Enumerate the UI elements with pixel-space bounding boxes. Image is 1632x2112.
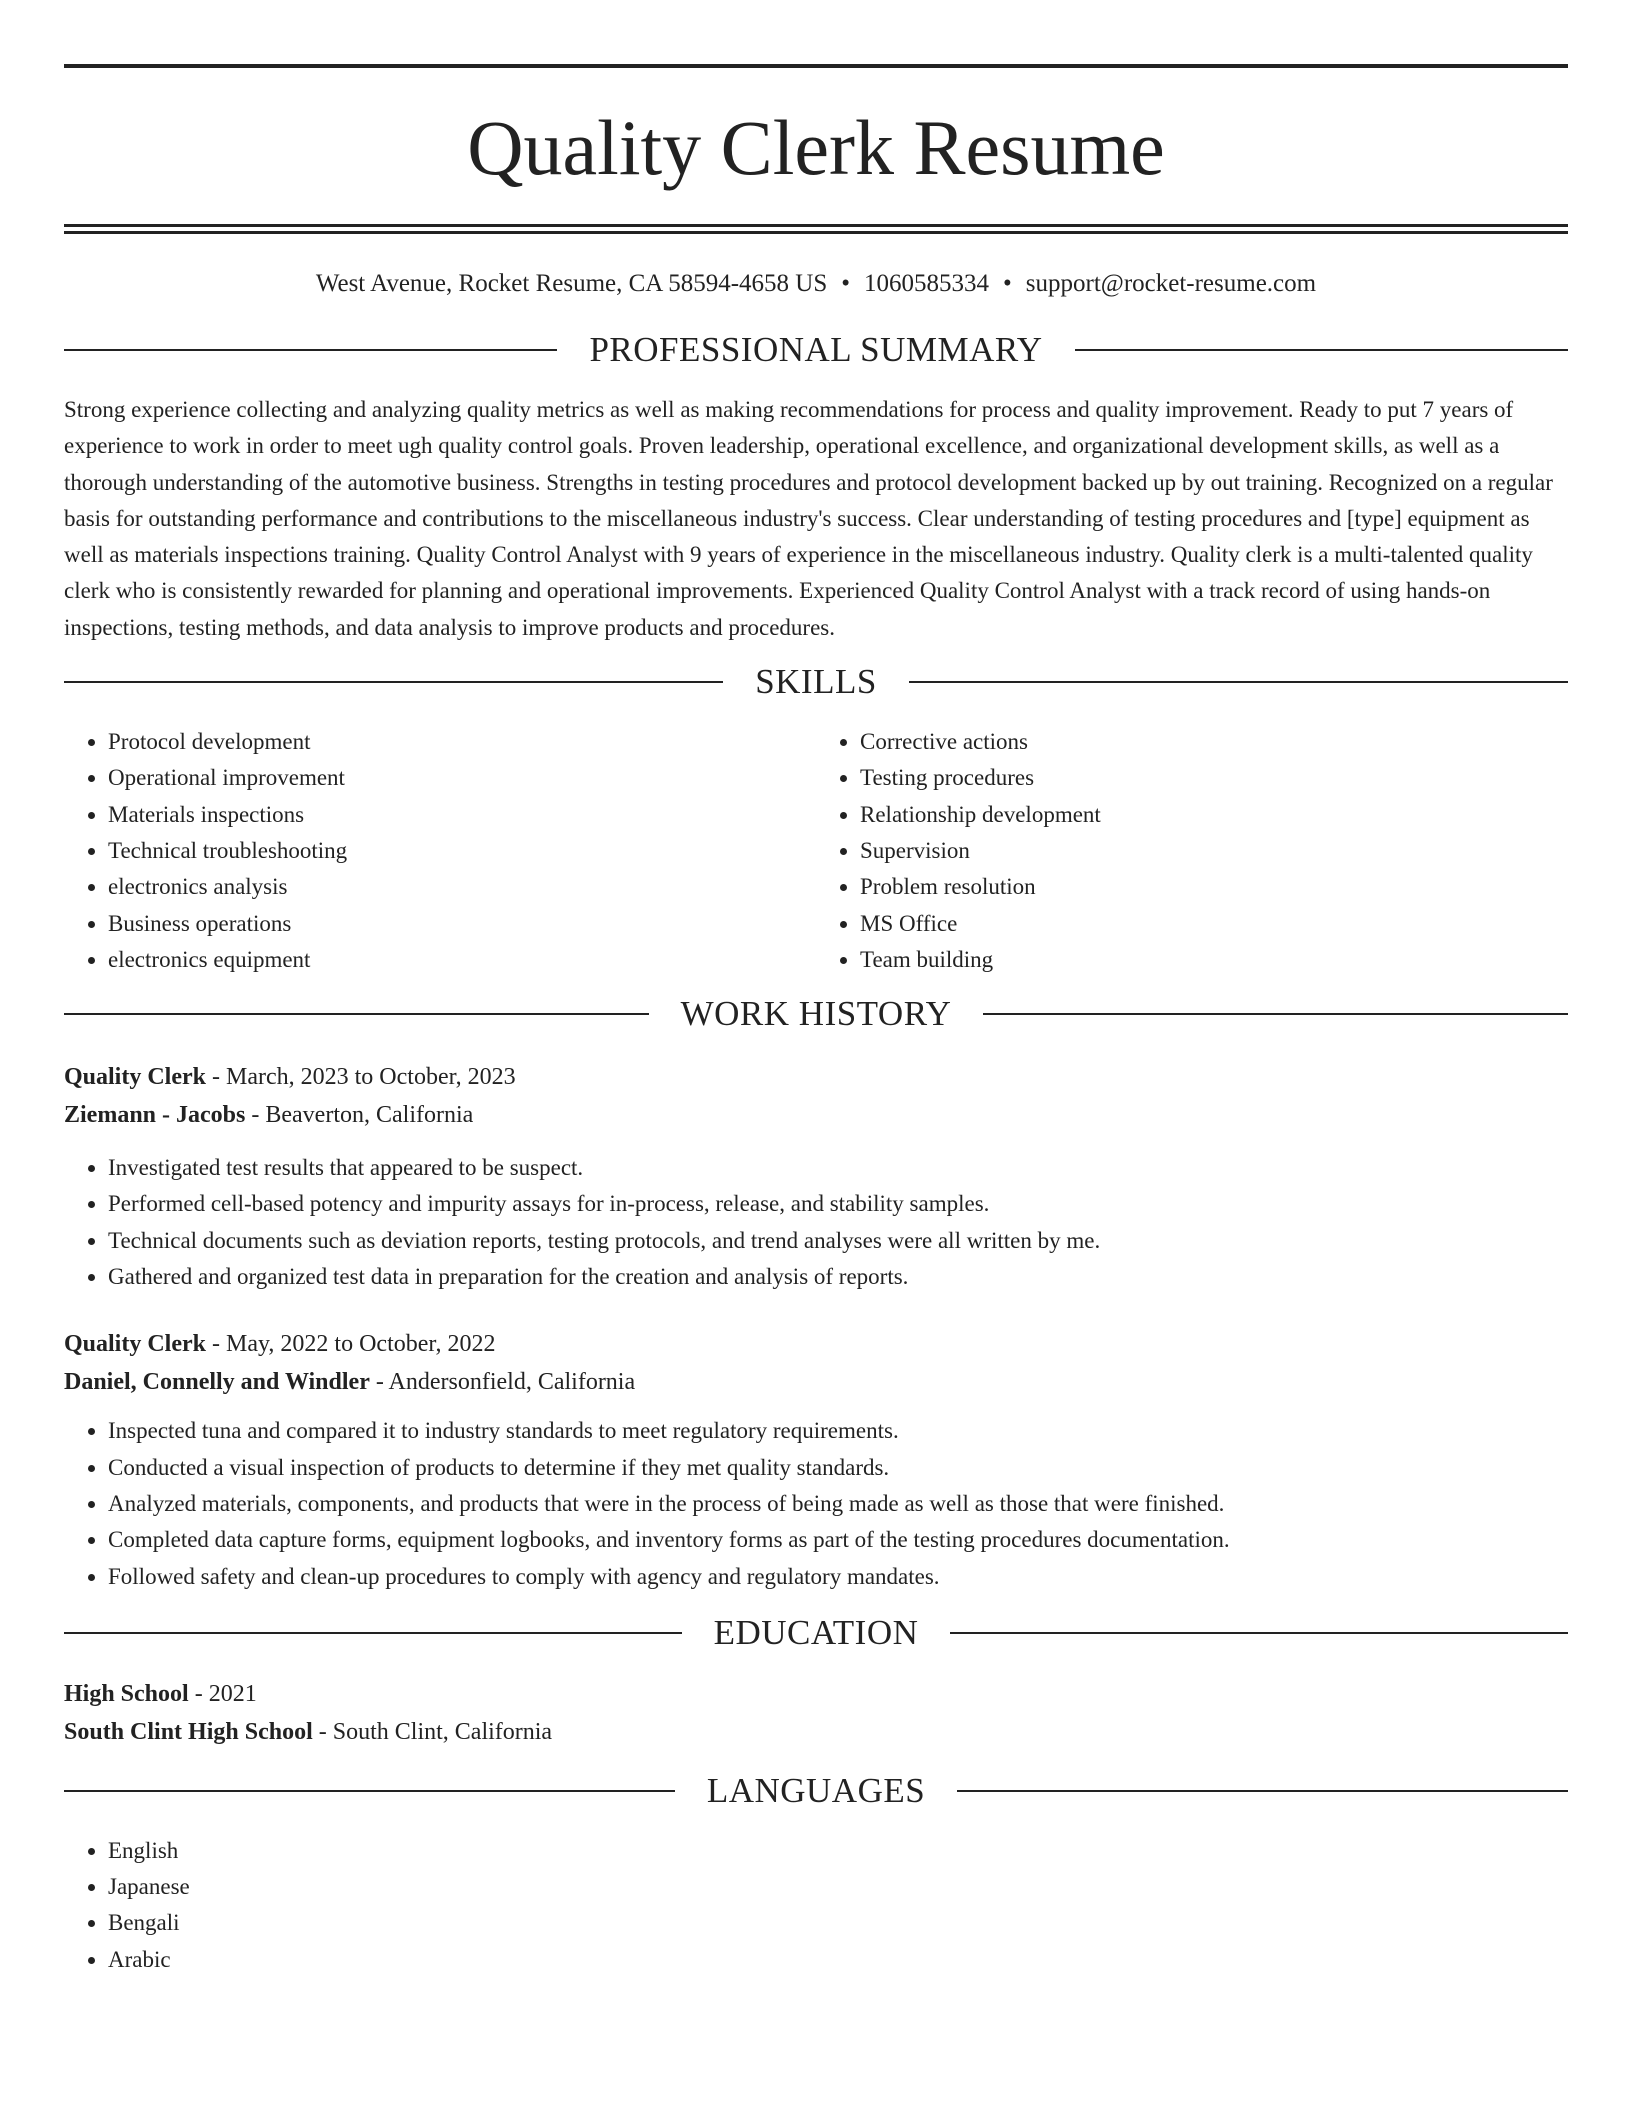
job-bullet: • Investigated test results that appeared to be suspect. — [108, 1150, 1568, 1186]
section-rule-left — [64, 681, 723, 683]
section-rule-left — [64, 1013, 649, 1015]
section-rule-right — [909, 681, 1568, 683]
job-title-line — [64, 1058, 1568, 1096]
job-title: Quality Clerk — [64, 1064, 206, 1091]
skills-grid — [64, 724, 1568, 978]
job-bullet: • Analyzed materials, components, and products that were in the process of being made as well as those that were finished. — [108, 1486, 1568, 1522]
skill-item: • Technical troubleshooting — [108, 833, 816, 869]
skill-item: • electronics analysis — [108, 869, 816, 905]
section-rule-left — [64, 1790, 675, 1792]
language-item: • Japanese — [108, 1869, 1568, 1905]
job-bullet: • Conducted a visual inspection of products to determine if they met quality standards. — [108, 1450, 1568, 1486]
section-title-education: EDUCATION — [713, 1612, 919, 1652]
language-item: • Bengali — [108, 1905, 1568, 1941]
education-entry — [64, 1675, 1568, 1751]
contact-phone: 1060585334 — [864, 270, 990, 297]
skill-item: • Supervision — [860, 833, 1568, 869]
section-rule-right — [983, 1013, 1568, 1015]
job-bullets — [64, 1413, 1568, 1594]
contact-separator: • — [1003, 270, 1012, 297]
languages-list — [64, 1833, 1568, 1978]
job-dates: March, 2023 to October, 2023 — [226, 1064, 516, 1091]
section-header-skills — [64, 662, 1568, 702]
section-title-summary: PROFESSIONAL SUMMARY — [589, 330, 1043, 369]
job-company: Ziemann - Jacobs — [64, 1102, 246, 1129]
job-location: Beaverton, California — [265, 1102, 474, 1129]
skill-item: • Corrective actions — [860, 724, 1568, 760]
dash: - — [206, 1064, 226, 1091]
section-header-summary — [64, 330, 1568, 370]
job-entry — [64, 1325, 1568, 1594]
section-header-languages — [64, 1771, 1568, 1811]
contact-line — [64, 268, 1568, 300]
job-bullet: • Inspected tuna and compared it to industry standards to meet regulatory requirements. — [108, 1413, 1568, 1449]
dash: - — [206, 1331, 226, 1358]
job-title-line — [64, 1325, 1568, 1363]
skill-item: • Testing procedures — [860, 760, 1568, 796]
section-rule-right — [1075, 349, 1568, 351]
contact-address: West Avenue, Rocket Resume, CA 58594-4658 US — [315, 270, 828, 297]
dash: - — [245, 1102, 266, 1129]
job-title: Quality Clerk — [64, 1331, 206, 1358]
job-bullet: • Technical documents such as deviation reports, testing protocols, and trend analyses were all written by me. — [108, 1223, 1568, 1259]
contact-email[interactable]: support@rocket-resume.com — [1025, 270, 1317, 297]
section-header-work — [64, 994, 1568, 1034]
summary-text: Strong experience collecting and analyzing quality metrics as well as making recommendations for process and quality improvement. Ready to put 7 years of experience to work in order to meet ugh quality control goals. Proven leadership, operational excellence, and organizational development skills, as well as a thorough understanding of the automotive business. Strengths in testing procedures and protocol development backed up by out training. Recognized on a regular basis for outstanding performance and contributions to the miscellaneous industry's success. Clear understanding of testing procedures and [type] equipment as well as materials inspections training. Quality Control Analyst with 9 years of experience in the miscellaneous industry. Quality clerk is a multi-talented quality clerk who is consistently rewarded for planning and operational improvements. Experienced Quality Control Analyst with a track record of using hands-on inspections, testing methods, and data analysis to improve products and procedures. — [64, 397, 1553, 640]
section-rule-left — [64, 1632, 682, 1634]
section-header-education — [64, 1613, 1568, 1653]
job-bullet: • Performed cell-based potency and impurity assays for in-process, release, and stability samples. — [108, 1186, 1568, 1222]
job-bullet: • Gathered and organized test data in preparation for the creation and analysis of reports. — [108, 1259, 1568, 1295]
education-degree: High School — [64, 1680, 189, 1707]
education-year: 2021 — [208, 1680, 257, 1707]
section-title-languages: LANGUAGES — [706, 1770, 926, 1810]
job-bullets — [64, 1150, 1568, 1295]
section-rule-right — [950, 1632, 1568, 1634]
education-school: South Clint High School — [64, 1718, 313, 1745]
header-top-rule — [64, 64, 1568, 68]
job-company-line — [64, 1096, 1568, 1134]
dash: - — [312, 1718, 333, 1745]
skills-list-left — [64, 724, 816, 978]
skill-item: • electronics equipment — [108, 942, 816, 978]
skills-list-right — [816, 724, 1568, 978]
skill-item: • Protocol development — [108, 724, 816, 760]
skill-item: • MS Office — [860, 906, 1568, 942]
education-school-line — [64, 1713, 1568, 1751]
language-item: • Arabic — [108, 1942, 1568, 1978]
job-company-line — [64, 1363, 1568, 1401]
contact-separator: • — [841, 270, 851, 297]
header-double-rule — [64, 224, 1568, 234]
job-dates: May, 2022 to October, 2022 — [226, 1331, 496, 1358]
skill-item: • Team building — [860, 942, 1568, 978]
language-item: • English — [108, 1833, 1568, 1869]
section-rule-right — [957, 1790, 1568, 1792]
section-title-work: WORK HISTORY — [680, 994, 952, 1034]
skill-item: • Operational improvement — [108, 760, 816, 796]
resume-title: Quality Clerk Resume — [467, 104, 1165, 191]
section-title-skills: SKILLS — [755, 662, 877, 702]
job-bullet: • Completed data capture forms, equipment logbooks, and inventory forms as part of the testing procedures documentation. — [108, 1522, 1568, 1558]
dash: - — [188, 1680, 209, 1707]
skill-item: • Relationship development — [860, 797, 1568, 833]
dash: - — [369, 1369, 389, 1396]
skill-item: • Problem resolution — [860, 869, 1568, 905]
job-company: Daniel, Connelly and Windler — [64, 1369, 370, 1396]
education-location: South Clint, California — [332, 1718, 553, 1745]
skill-item: • Materials inspections — [108, 797, 816, 833]
job-location: Andersonfield, California — [388, 1369, 636, 1396]
job-entry — [64, 1058, 1568, 1295]
education-degree-line — [64, 1675, 1568, 1713]
skill-item: • Business operations — [108, 906, 816, 942]
job-bullet: • Followed safety and clean-up procedures to comply with agency and regulatory mandates. — [108, 1559, 1568, 1595]
resume-page — [64, 64, 1568, 1978]
section-rule-left — [64, 349, 557, 351]
